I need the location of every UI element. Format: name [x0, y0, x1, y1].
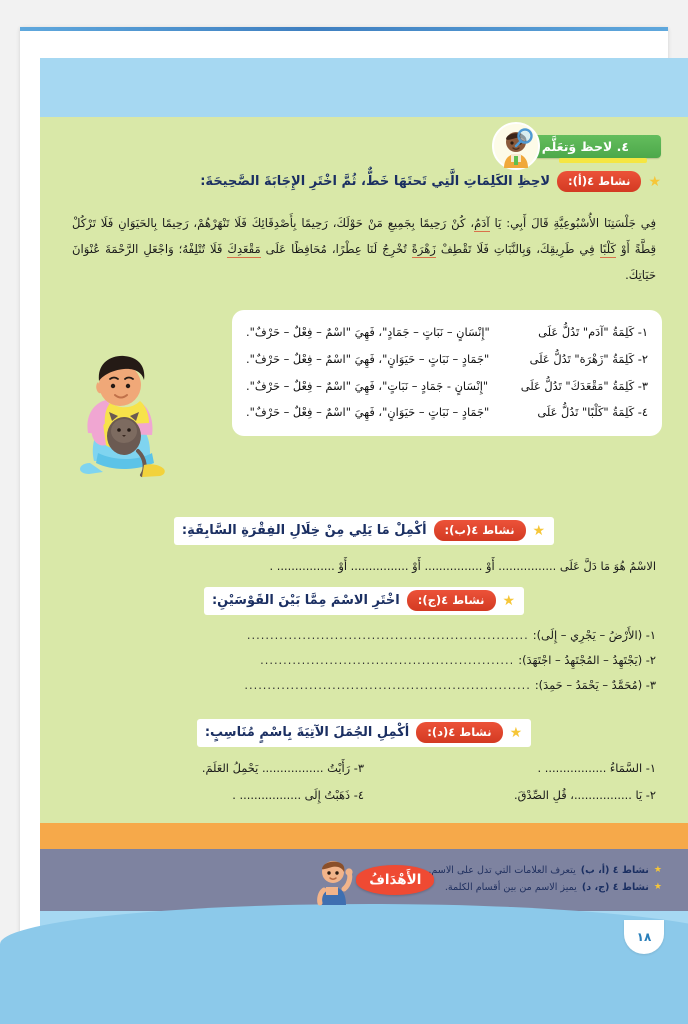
objective-activity: نشاط ٤ (أ، ب) [580, 865, 649, 877]
activity-d-item[interactable]: ٢- يَا ................، قُلِ الصِّدْقَ. [514, 788, 656, 803]
activity-c-item-blank[interactable]: .............................................................. [244, 678, 531, 693]
activity-c-title: اخْتَرِ الاسْمَ مِمَّا بَيْنَ القَوْسَيْنِ: [211, 593, 400, 608]
activity-c-item-prompt: ٣- (مُحَمَّدٌ – يَحْمَدُ – حَمِدَ): [534, 678, 656, 693]
mcq-item[interactable] [246, 373, 648, 400]
mcq-item[interactable] [246, 346, 648, 373]
page-content-area [40, 58, 688, 944]
passage-line-2-part-b: فِي طَرِيقِكَ، وَبِالنَّبَاتِ فَلَا تَقْطِفْ [440, 242, 600, 257]
objective-text: يميز الاسم من بين أقسام الكلمة. [444, 882, 577, 893]
mcq-choices[interactable]: "إِنْسَانٍ - جَمَادٍ – نَبَاتٍ"، فَهِيَ "اسْمٌ – فِعْلٌ – حَرْفٌ". [246, 378, 489, 393]
star-icon: ★ [648, 173, 661, 190]
top-accent-line [20, 27, 668, 31]
passage-line-1-part-b: ، كُنْ رَحِيمًا بِجَمِيعِ مَنْ حَوْلَكَ، رَحِيمًا بِأَصْدِقَائِكَ [251, 216, 475, 230]
activity-b-sentence[interactable]: الاسْمُ هُوَ مَا دَلَّ عَلَى ................ أَوْ ................ أَوْ ................ أَوْ ................ . [269, 559, 656, 573]
activity-c-header [204, 587, 524, 615]
activity-d-row [72, 782, 656, 809]
activity-d-row [72, 755, 656, 782]
activity-a-title: لاحِظِ الكَلِمَاتِ الَّتِي تَحتَهَا خَطٌّ، ثُمَّ اخْتَرِ الإِجَابَةَ الصَّحِيحَةَ: [200, 174, 551, 189]
activity-c-item-blank[interactable]: ............................................................. [246, 628, 529, 642]
star-icon: ★ [532, 522, 546, 539]
lesson-title-pill [530, 135, 661, 158]
activity-d-header [197, 719, 531, 747]
star-icon: ★ [653, 865, 662, 876]
underlined-word-adam: آدَمُ [474, 216, 490, 230]
passage-line-3-part-b: تُخْرِجُ لَنَا عِطْرًا، مُحَافِظًا عَلَى [260, 242, 412, 257]
passage-line-3-part-c: فَلَا تُتْلِفْهُ؛ وَاجْعَلِ الرَّحْمَةَ عُنْوَانَ حَيَاتِكَ. [72, 242, 656, 283]
activity-b-chip: نشاط ٤(ب): [434, 520, 526, 541]
lesson-header-badge [492, 127, 661, 165]
passage-line-1-part-a: فِي جَلْسَتِنَا الأُسْبُوعِيَّةِ قَالَ أَبِي: يَا [489, 216, 657, 230]
footer-blue-curve [0, 904, 688, 1024]
activity-a-header [66, 171, 662, 192]
objective-item [428, 863, 662, 880]
activity-b-header [174, 517, 554, 545]
mcq-stem: ٤- كَلِمَةُ "كَلْبًا" تَدُلُّ عَلَى [537, 405, 648, 420]
lesson-content-panel [40, 117, 688, 823]
activity-d-item[interactable]: ١- السَّمَاءُ ................. . [537, 761, 656, 775]
activity-c-item[interactable] [72, 648, 656, 673]
objectives-group [312, 853, 672, 907]
waving-boy-illustration [312, 855, 354, 905]
activity-c-item[interactable] [72, 623, 656, 648]
lesson-title-text: ٤. لاحظ وَتعَلَّم [541, 138, 629, 154]
objective-item [428, 880, 662, 897]
activity-c-item-prompt: ٢- (يَجْتَهِدُ – المُجْتَهِدُ – اجْتَهَدَ): [518, 653, 656, 668]
mcq-stem: ١- كَلِمَةُ "آدَم" تَدُلُّ عَلَى [538, 325, 648, 339]
mcq-choices[interactable]: "جَمَادٍ – نَبَاتٍ – حَيَوَانٍ"، فَهِيَ "اسْمٌ – فِعْلٌ – حَرْفٌ". [246, 351, 490, 366]
underlined-word-zahratan: زَهْرَةً [411, 242, 436, 257]
objective-text: يتعرف العلامات التي تدل على الاسم. [428, 865, 576, 877]
star-icon: ★ [502, 592, 516, 609]
multiple-choice-box [232, 310, 662, 436]
underlined-word-maqadika: مَقْعَدِكَ [227, 242, 261, 257]
mcq-stem: ٢- كَلِمَةُ "زَهْرَة" تَدُلُّ عَلَى [529, 351, 648, 366]
boy-holding-cat-illustration [58, 341, 186, 481]
boy-with-magnifier-avatar [492, 122, 540, 170]
page-number-badge: ١٨ [624, 920, 664, 954]
mcq-choices[interactable]: "جَمَادٍ – نَبَاتٍ – حَيَوَانٍ"، فَهِيَ "اسْمٌ – فِعْلٌ – حَرْفٌ". [246, 405, 490, 420]
star-icon: ★ [509, 724, 523, 741]
activity-d-chip: نشاط ٤(د): [416, 722, 502, 743]
mcq-item[interactable] [246, 319, 648, 346]
activity-c-item[interactable] [72, 673, 656, 698]
objectives-badge: الأَهْدَافُ [356, 865, 434, 895]
activity-a-chip: نشاط ٤(أ): [557, 171, 641, 192]
mcq-choices[interactable]: "إِنْسَانٍ – نَبَاتٍ – جَمَادٍ"، فَهِيَ "اسْمٌ – فِعْلٌ – حَرْفٌ". [246, 325, 490, 339]
star-icon: ★ [653, 882, 662, 892]
objective-activity: نشاط ٤ (ج، د) [581, 882, 649, 893]
objectives-list [428, 863, 662, 897]
activity-c-item-blank[interactable]: ....................................................... [260, 653, 515, 668]
activity-c-item-prompt: ١- (الأَرْضُ – يَجْرِي – إِلَى): [532, 628, 656, 642]
reading-passage [72, 210, 656, 288]
activity-c-chip: نشاط ٤(ج): [407, 590, 496, 611]
activity-d-title: أكْمِلِ الجُمَلَ الآتِيَةَ بِاسْمٍ مُنَاسِبٍ: [204, 725, 410, 740]
activity-d-item[interactable]: ٤- ذَهَبْتُ إِلَى ................. . [232, 788, 364, 803]
page-sheet [20, 27, 668, 944]
mcq-item[interactable] [246, 399, 648, 426]
activity-b-title: أكْمِلْ مَا يَلِي مِنْ خِلَالِ الفِقْرَةِ السَّابِقَةِ: [181, 523, 427, 538]
mcq-stem: ٣- كَلِمَةُ "مَقْعَدَكَ" تَدُلُّ عَلَى [520, 378, 648, 393]
lesson-title-underbar [559, 158, 647, 163]
activity-d-item[interactable]: ٣- رَأَيْتُ ................. يَحْمِلُ العَلَمَ. [201, 761, 364, 775]
footer-orange-band [40, 823, 688, 849]
underlined-word-kalban: كَلْبًا [599, 242, 616, 257]
passage-line-2-part-a: فَلَا تَنْهَرْهُمْ، رَحِيمًا بِالحَيَوَانِ فَلَا تَرْكُلْ قِطَّةً أَوْ [72, 216, 657, 257]
